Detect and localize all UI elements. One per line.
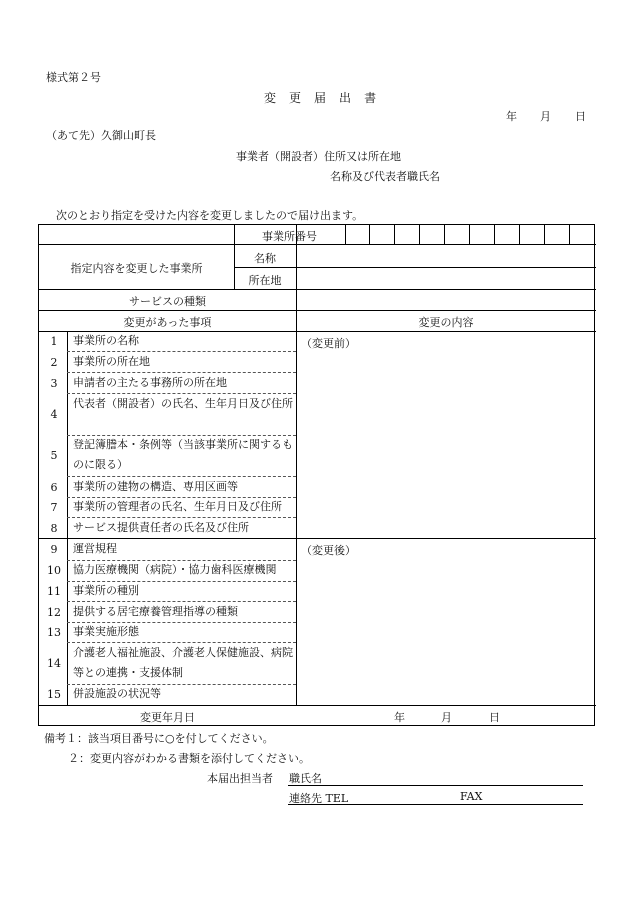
applicant-name-label: 名称及び代表者職氏名: [330, 170, 440, 183]
after-label: （変更後）: [301, 544, 356, 557]
addressee: （あて先）久御山町長: [46, 129, 156, 142]
list-item: 事業所の管理者の氏名、生年月日及び住所: [73, 500, 282, 513]
item-number: 4: [50, 408, 58, 421]
before-label: （変更前）: [301, 337, 356, 350]
service-type-label: サービスの種類: [129, 295, 206, 308]
list-item: 事業所の名称: [73, 334, 139, 347]
tel-fax-line: [288, 804, 583, 805]
list-item: 事業所の種別: [73, 584, 139, 597]
item-number: 12: [47, 606, 61, 619]
change-date-year: 年: [394, 711, 405, 724]
item-number: 3: [50, 377, 58, 390]
office-location-label: 所在地: [248, 274, 282, 287]
change-date-label: 変更年月日: [140, 711, 195, 724]
list-item: 申請者の主たる事務所の所在地: [73, 376, 227, 389]
note-2: ２：変更内容がわかる書類を添付してください。: [68, 752, 310, 765]
change-content-header: 変更の内容: [418, 316, 474, 329]
date-year: 年: [506, 110, 517, 123]
contact-name-label: 職氏名: [289, 772, 322, 785]
list-item: 登記簿謄本・条例等（当該事業所に関するものに限る）: [73, 438, 293, 471]
changed-items-header: 変更があった事項: [123, 316, 212, 329]
item-number: 13: [47, 626, 61, 639]
item-number: 6: [50, 481, 58, 494]
applicant-address-label: 事業者（開設者）住所又は所在地: [236, 150, 401, 163]
list-item: 代表者（開設者）の氏名、生年月日及び住所: [73, 397, 293, 410]
item-number: 10: [47, 564, 61, 577]
form-number: 様式第２号: [46, 71, 101, 84]
item-number: 2: [50, 356, 58, 369]
change-notification-table: [38, 224, 595, 726]
note-1: 備考１：該当項目番号に○を付してください。: [44, 732, 274, 745]
list-item: 事業実施形態: [73, 625, 139, 638]
list-item: 運営規程: [73, 542, 117, 555]
list-item: サービス提供責任者の氏名及び住所: [73, 521, 249, 534]
contact-fax-label: FAX: [460, 790, 483, 803]
list-item: 事業所の建物の構造、専用区画等: [73, 480, 238, 493]
list-item: 事業所の所在地: [73, 355, 150, 368]
list-item: 提供する居宅療養管理指導の種類: [73, 605, 238, 618]
contact-person-label: 本届出担当者: [207, 772, 273, 785]
office-number-label: 事業所番号: [262, 230, 317, 243]
changed-office-label: 指定内容を変更した事業所: [70, 262, 203, 275]
item-number: 5: [50, 449, 58, 462]
item-number: 8: [50, 522, 58, 535]
change-date-month: 月: [441, 711, 452, 724]
office-name-label: 名称: [254, 252, 276, 265]
list-item: 協力医療機関（病院）・協力歯科医療機関: [73, 563, 277, 576]
name-signature-line: [288, 785, 583, 786]
item-number: 15: [47, 688, 61, 701]
change-date-day: 日: [489, 711, 500, 724]
list-item: 介護老人福祉施設、介護老人保健施設、病院等との連携・支援体制: [73, 646, 293, 679]
form-title: 変 更 届 出 書: [264, 91, 377, 105]
item-number: 11: [47, 585, 61, 598]
list-item: 併設施設の状況等: [73, 687, 161, 700]
intro-text: 次のとおり指定を受けた内容を変更しましたので届け出ます。: [56, 209, 364, 222]
item-number: 9: [50, 543, 58, 556]
date-month: 月: [540, 110, 551, 123]
contact-tel-label: 連絡先 TEL: [289, 792, 349, 805]
item-number: 7: [50, 501, 58, 514]
item-number: 14: [47, 657, 61, 670]
item-number: 1: [50, 335, 58, 348]
date-day: 日: [575, 110, 586, 123]
